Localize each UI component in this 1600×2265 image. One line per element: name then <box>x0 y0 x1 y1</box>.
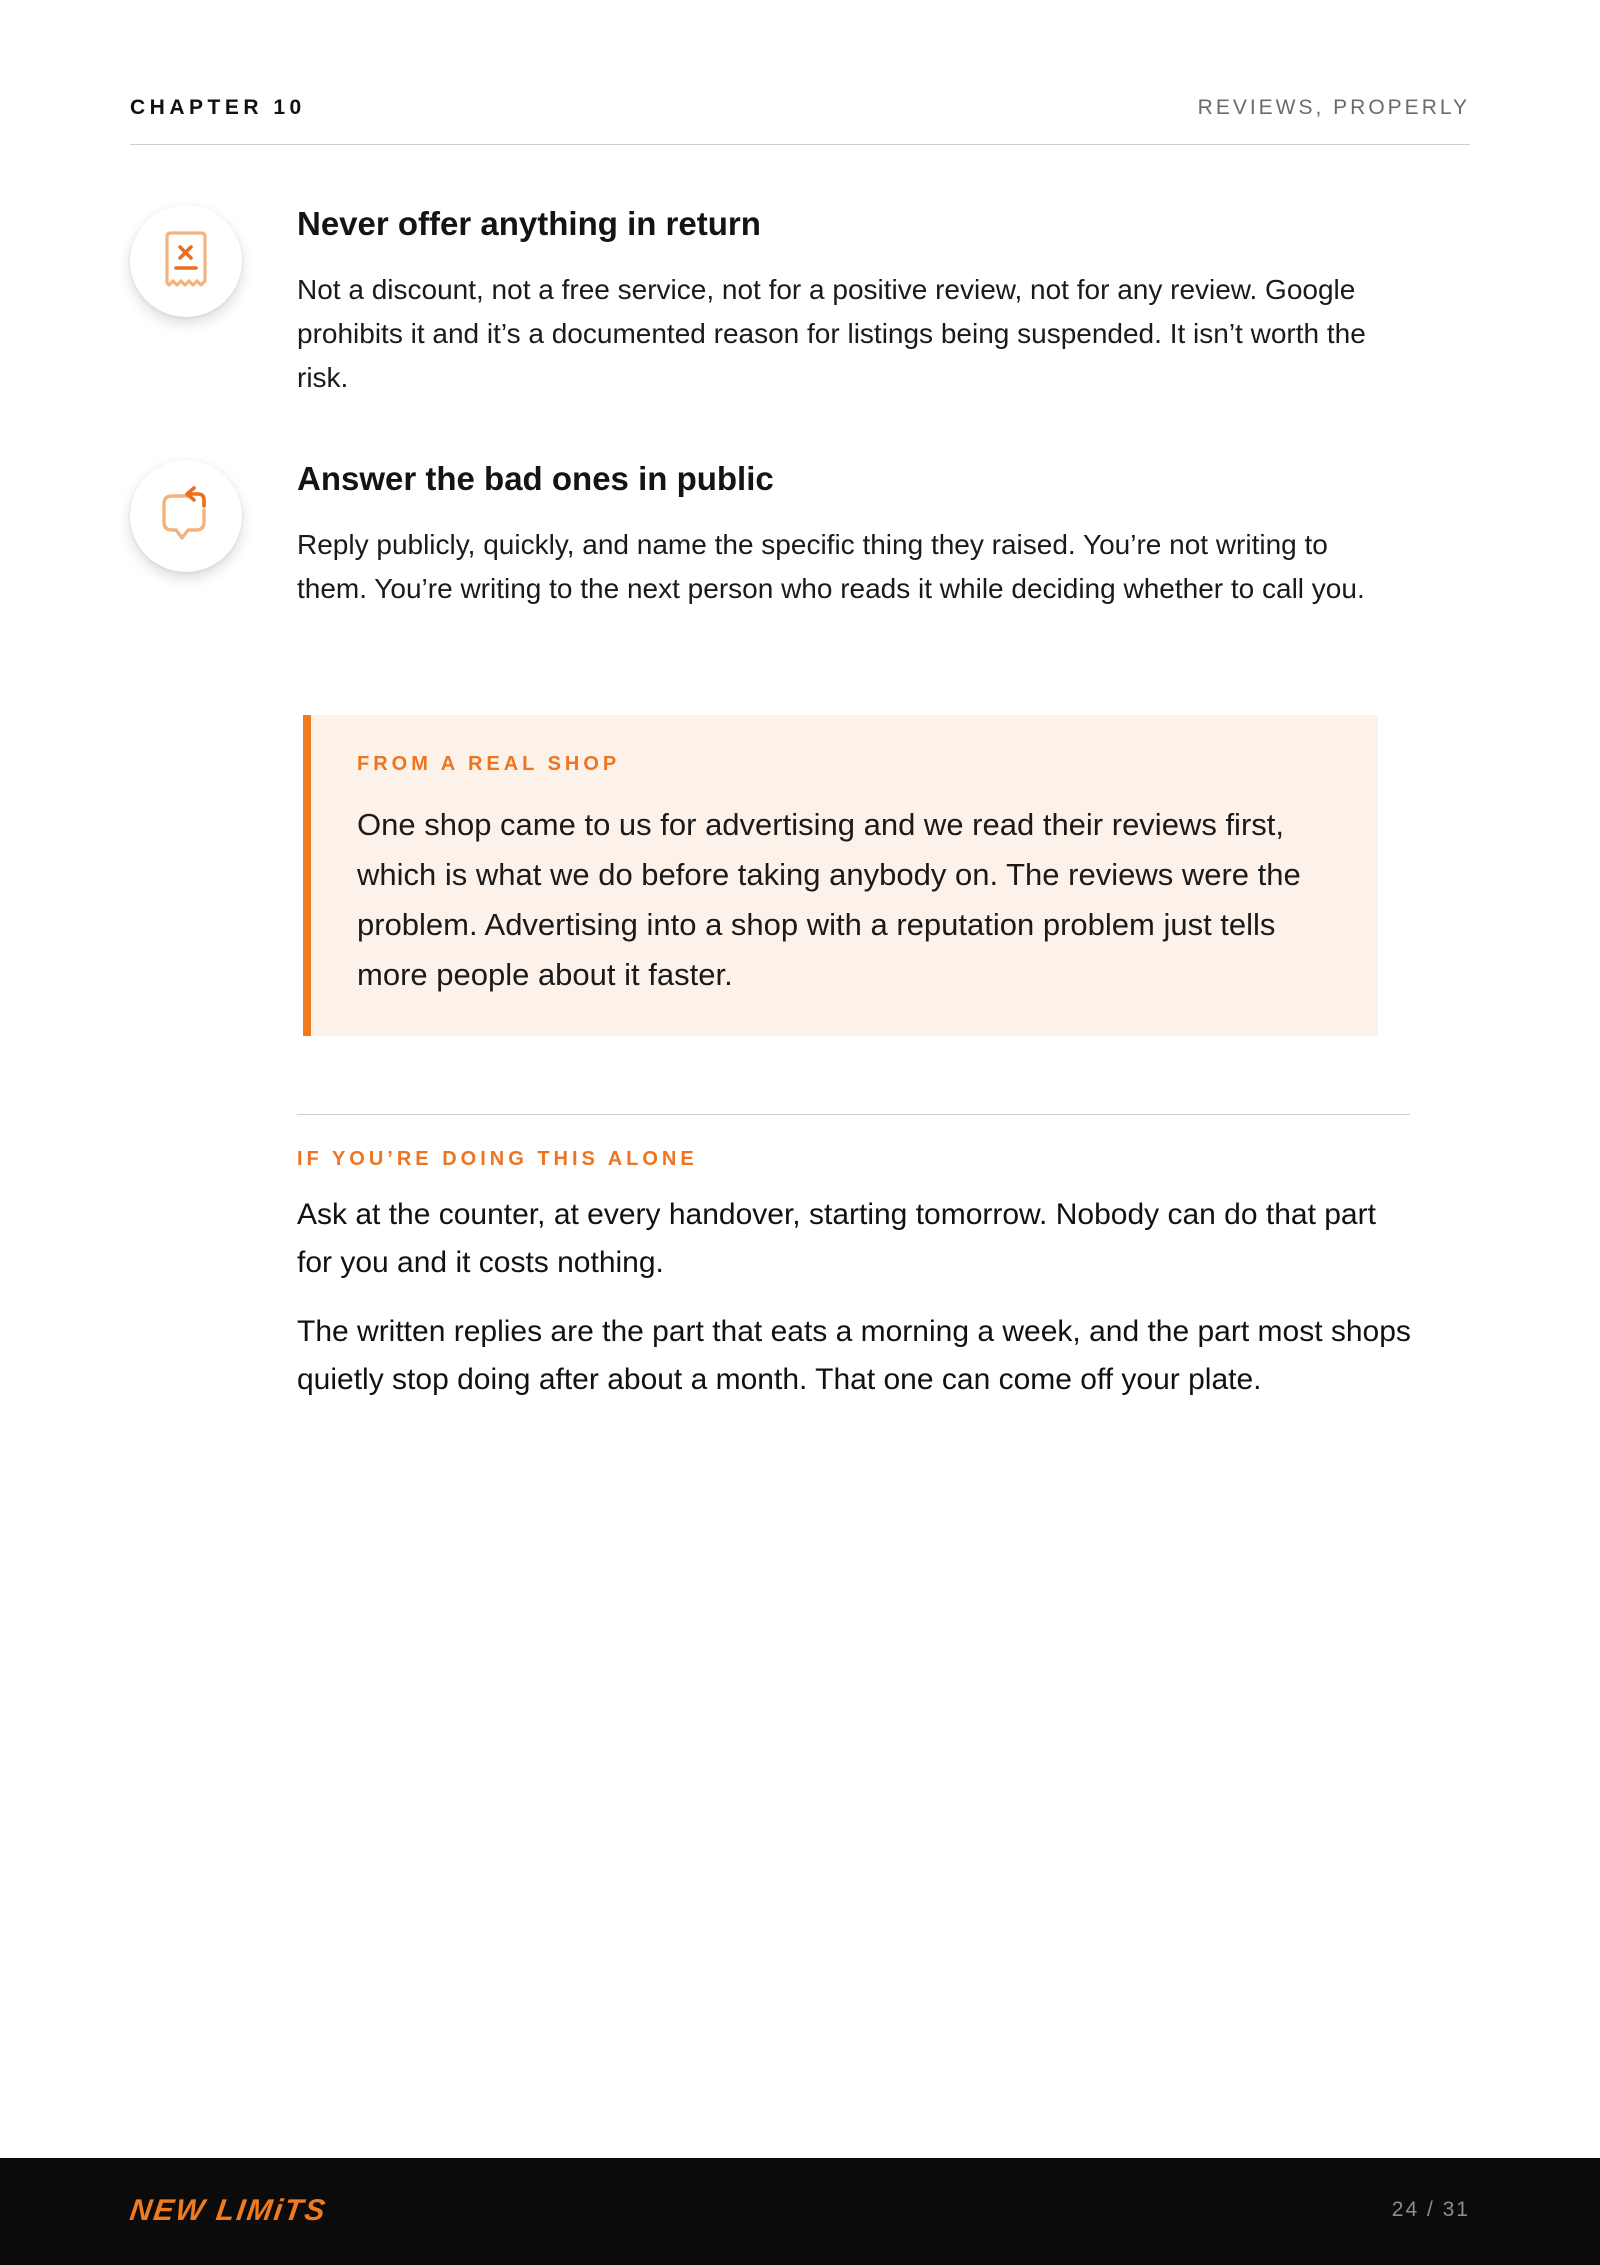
section-paragraph: The written replies are the part that eats a morning a week, and the part most shops quietly stop doing after about a month. That one can come off your plate. <box>297 1315 1411 1396</box>
tip-title: Answer the bad ones in public <box>297 460 774 497</box>
page-number: 24 / 31 <box>1391 2198 1470 2221</box>
receipt-x-icon <box>130 205 242 317</box>
tip-title: Never offer anything in return <box>297 205 761 242</box>
real-shop-callout <box>303 715 1378 1036</box>
callout-text: One shop came to us for advertising and we read their reviews first, which is what we do before taking anybody on. The reviews were the problem. Advertising into a shop with a reputation problem just tells more people about it faster. <box>357 807 1301 992</box>
running-title: REVIEWS, PROPERLY <box>1197 96 1470 119</box>
callout-label: FROM A REAL SHOP <box>357 753 621 775</box>
section-label: IF YOU’RE DOING THIS ALONE <box>297 1148 698 1170</box>
reply-bubble-icon <box>130 460 242 572</box>
tip-body: Not a discount, not a free service, not for a positive review, not for any review. Google prohibits it and it’s a documented reason for listings being suspended. It isn’t worth the risk. <box>297 274 1366 393</box>
page-footer <box>0 2158 1600 2265</box>
tip-body: Reply publicly, quickly, and name the specific thing they raised. You’re not writing to them. You’re writing to the next person who reads it while deciding whether to call you. <box>297 529 1365 604</box>
section-paragraph: Ask at the counter, at every handover, starting tomorrow. Nobody can do that part for you and it costs nothing. <box>297 1198 1376 1279</box>
page-header <box>130 96 1470 145</box>
brand-logo: NEW LIMiTS <box>127 2194 330 2227</box>
chapter-label: CHAPTER 10 <box>130 96 306 119</box>
doing-it-alone-section <box>297 1114 1411 1396</box>
